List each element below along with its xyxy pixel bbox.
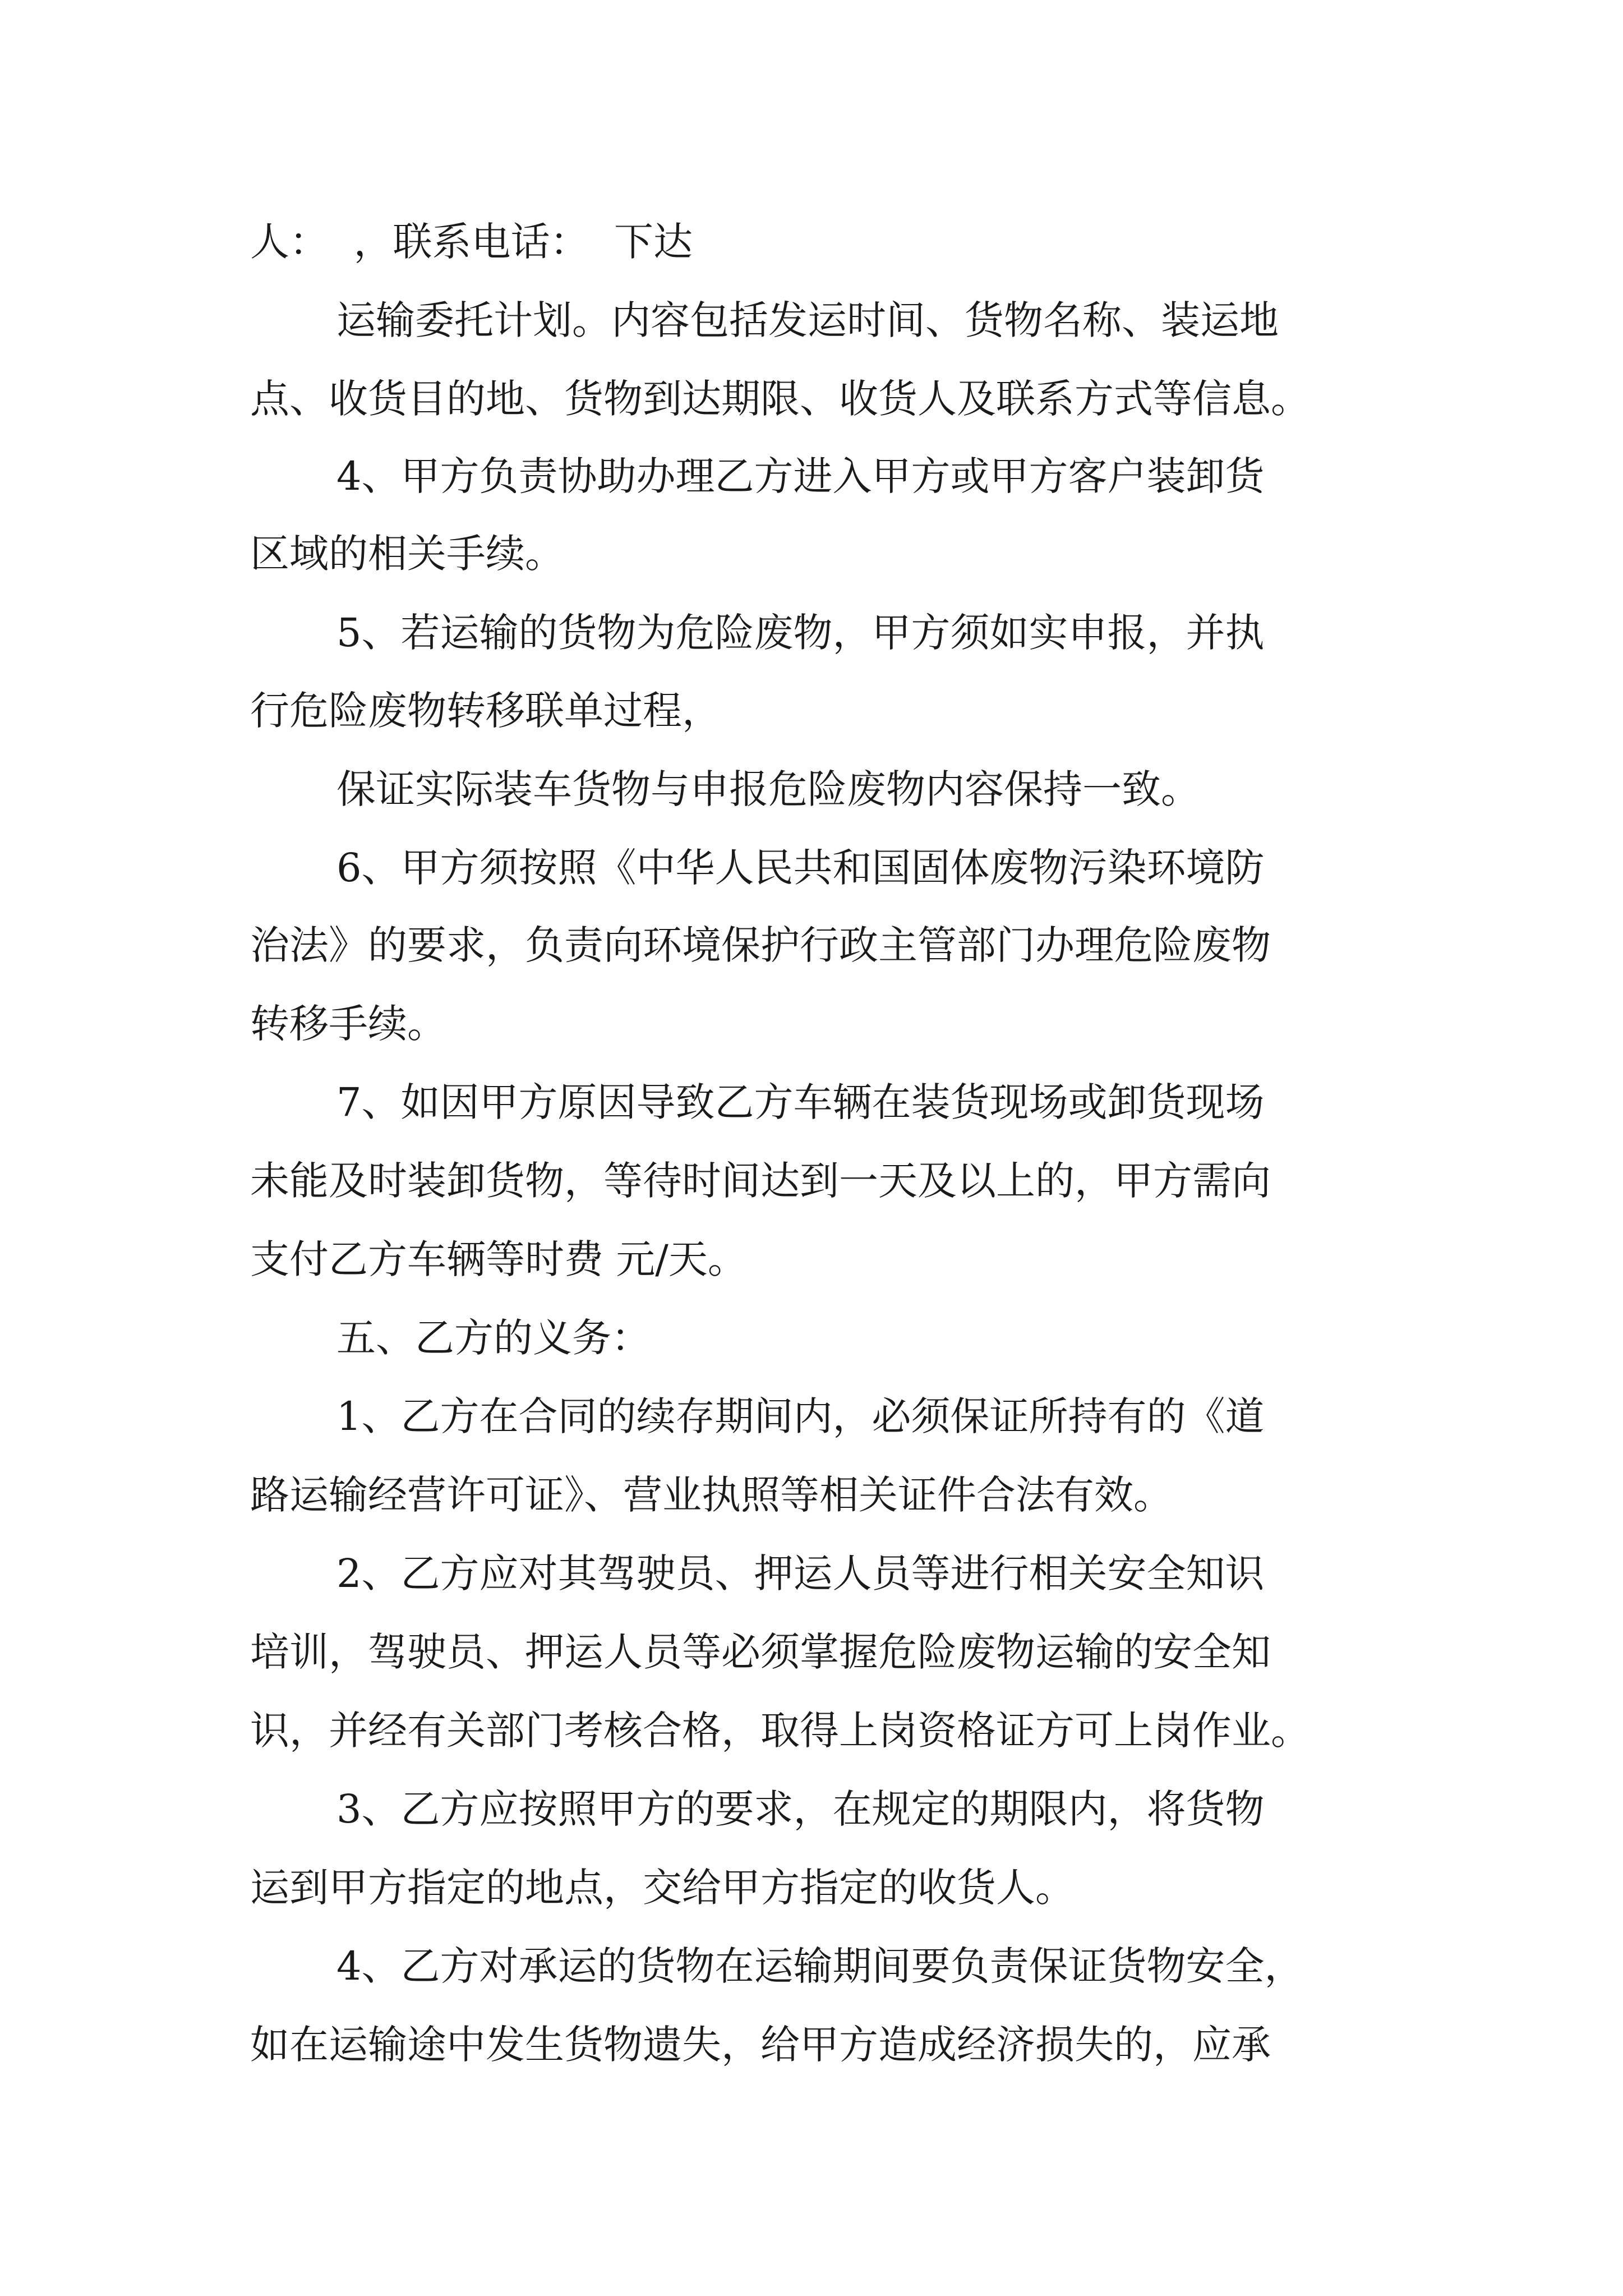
text-line: 未能及时装卸货物，等待时间达到一天及以上的，甲方需向: [250, 1158, 1271, 1204]
text-line: 如在运输途中发生货物遗失，给甲方造成经济损失的，应承: [250, 2022, 1271, 2068]
text-line: 点、收货目的地、货物到达期限、收货人及联系方式等信息。: [250, 376, 1310, 422]
text-line: 5、若运输的货物为危险废物，甲方须如实申报，并执: [336, 610, 1265, 656]
text-line: 识，并经有关部门考核合格，取得上岗资格证方可上岗作业。: [250, 1708, 1310, 1754]
text-line: 运输委托计划。内容包括发运时间、货物名称、装运地: [336, 297, 1279, 343]
text-line: 7、如因甲方原因导致乙方车辆在装货现场或卸货现场: [336, 1079, 1265, 1125]
text-line: 路运输经营许可证》、营业执照等相关证件合法有效。: [250, 1472, 1173, 1518]
text-line: 转移手续。: [250, 1001, 446, 1047]
text-line: 3、乙方应按照甲方的要求，在规定的期限内，将货物: [336, 1786, 1265, 1832]
section-heading: 五、乙方的义务：: [336, 1315, 651, 1361]
text-line: 4、甲方负责协助办理乙方进入甲方或甲方客户装卸货: [336, 453, 1265, 499]
text-line: 行危险废物转移联单过程，: [250, 688, 721, 734]
text-line: 6、甲方须按照《中华人民共和国固体废物污染环境防: [336, 845, 1265, 891]
text-line: 4、乙方对承运的货物在运输期间要负责保证货物安全，: [336, 1943, 1304, 1989]
text-line: 1、乙方在合同的续存期间内，必须保证所持有的《道: [336, 1393, 1265, 1439]
text-line: 区域的相关手续。: [250, 531, 564, 577]
text-line: 保证实际装车货物与申报危险废物内容保持一致。: [336, 766, 1200, 812]
text-line: 2、乙方应对其驾驶员、押运人员等进行相关安全知识: [336, 1550, 1265, 1596]
text-line: 支付乙方车辆等时费 元/天。: [250, 1236, 747, 1282]
text-line: 治法》的要求，负责向环境保护行政主管部门办理危险废物: [250, 922, 1271, 968]
text-line: 培训，驾驶员、押运人员等必须掌握危险废物运输的安全知: [250, 1629, 1271, 1675]
text-line: 运到甲方指定的地点，交给甲方指定的收货人。: [250, 1865, 1075, 1911]
text-line: 人： ，联系电话： 下达: [250, 219, 693, 265]
